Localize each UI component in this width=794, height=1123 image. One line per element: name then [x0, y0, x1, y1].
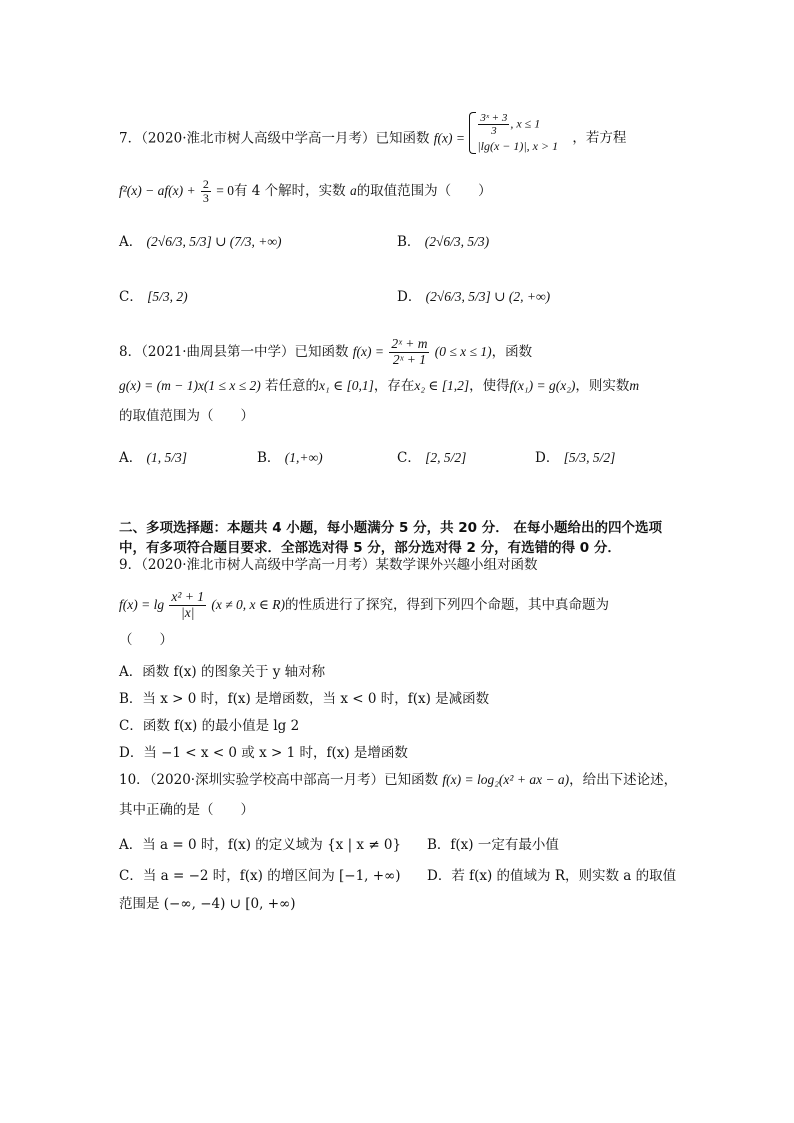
- q10-option-b[interactable]: [427, 833, 559, 853]
- q7-option-a-label: A．: [119, 234, 143, 250]
- q7-piecewise: [469, 112, 558, 154]
- q10-stem-line2: 其中正确的是（ ）: [119, 802, 254, 818]
- q7-option-b-label: B．: [397, 234, 421, 250]
- q8-g: g(x) = (m − 1)x(1 ≤ x ≤ 2): [119, 378, 261, 393]
- q8-line2-c: ，使得: [469, 378, 510, 394]
- q9-blank: （ ）: [119, 632, 173, 648]
- q9-source: （2020·淮北市树人高级中学高一月考）某数学课外兴趣小组对函数: [141, 557, 538, 573]
- q9-number: 9．: [119, 557, 142, 573]
- q7-eq-left: f²(x) − af(x) +: [119, 183, 196, 199]
- q7-stem-line1: [119, 112, 627, 160]
- q10-option-c-label: C．: [119, 868, 143, 884]
- section2-line2: 中，有多项符合题目要求．全部选对得 5 分，部分选对得 2 分，有选错的得 0 分．: [119, 540, 621, 556]
- q7-line2-text: 有 4 个解时，实数: [233, 183, 346, 200]
- q7-piece1-num: 3ˣ + 3: [480, 112, 508, 124]
- q7-tail: ，若方程: [572, 130, 627, 147]
- q9-option-b-label: B．: [119, 691, 143, 707]
- q8-option-c-label: C．: [397, 450, 421, 466]
- q9-option-c[interactable]: [119, 714, 299, 734]
- q9-option-b[interactable]: [119, 687, 489, 707]
- q7-eq-frac-den: 3: [202, 191, 209, 206]
- q7-eq-frac-num: 2: [202, 177, 209, 191]
- q8-option-a-text: (1, 5/3]: [146, 450, 188, 465]
- q10-option-a[interactable]: [119, 833, 401, 853]
- q8-tail: ，函数: [491, 343, 533, 360]
- q8-option-b-label: B．: [257, 450, 281, 466]
- q9-frac-num: x² + 1: [171, 589, 205, 604]
- q10-source: （2020·深圳实验学校高中部高一月考）已知函数: [149, 772, 439, 788]
- q8-frac-num: 2ˣ + m: [391, 336, 428, 351]
- q10-number: 10．: [119, 772, 150, 788]
- q8-option-d-label: D．: [535, 450, 560, 466]
- q7-eq-right: = 0: [216, 183, 234, 199]
- q8-number: 8．: [119, 343, 142, 360]
- q7-option-c-label: C．: [119, 289, 143, 305]
- q8-cond: (0 ≤ x ≤ 1): [434, 343, 492, 359]
- q8-option-c-text: [2, 5/2]: [425, 450, 467, 465]
- q9-option-d-label: D．: [119, 745, 144, 761]
- q9-frac-den: |x|: [181, 604, 195, 620]
- q7-option-b[interactable]: [397, 230, 489, 250]
- q8-option-a-label: A．: [119, 450, 143, 466]
- q9-option-c-label: C．: [119, 718, 143, 734]
- q10-option-b-label: B．: [427, 837, 451, 853]
- q8-var-m: m: [629, 378, 640, 393]
- q7-source: （2020·淮北市树人高级中学高一月考）已知函数: [141, 130, 430, 147]
- q7-option-c-text: [5/3, 2): [147, 289, 188, 304]
- q10-option-b-text: f(x) 一定有最小值: [450, 837, 559, 853]
- q9-option-a[interactable]: [119, 660, 325, 680]
- q10-option-a-text: 当 a = 0 时，f(x) 的定义域为 {x | x ≠ 0}: [142, 837, 402, 853]
- q9-stem-line1: [119, 557, 538, 573]
- q8-frac-den: 2ˣ + 1: [392, 351, 426, 367]
- q8-stem-line2: [119, 378, 639, 394]
- q7-option-d-text: (2√6/3, 5/3] ∪ (2, +∞): [425, 289, 551, 304]
- q7-option-d-label: D．: [397, 289, 422, 305]
- q8-stem-line3: 的取值范围为（ ）: [119, 408, 254, 424]
- q8-fx: f(x) =: [352, 343, 385, 359]
- q10-option-a-label: A．: [119, 837, 143, 853]
- q9-option-d-text: 当 −1 < x < 0 或 x > 1 时，f(x) 是增函数: [143, 745, 408, 761]
- q9-option-b-text: 当 x > 0 时，f(x) 是增函数，当 x < 0 时，f(x) 是减函数: [142, 691, 490, 707]
- q9-option-c-text: 函数 f(x) 的最小值是 lg 2: [142, 718, 300, 734]
- q8-option-b[interactable]: [257, 446, 323, 466]
- q7-piece1-den: 3: [491, 125, 497, 138]
- q8-line2-b: ，存在: [373, 378, 415, 394]
- q8-x2: x₂ ∈ [1,2]: [414, 378, 470, 393]
- q7-line2-end: 的取值范围为（ ）: [356, 183, 492, 200]
- q7-piece2: |lg(x − 1)|, x > 1: [477, 139, 559, 154]
- q8-option-c[interactable]: [397, 446, 466, 466]
- q10-option-c[interactable]: [119, 864, 401, 884]
- q10-option-d-continued: 范围是 (−∞, −4) ∪ [0, +∞): [119, 896, 296, 912]
- q10-option-d-label: D．: [427, 868, 452, 884]
- q10-option-d[interactable]: [427, 864, 676, 884]
- q7-stem-line2: [119, 178, 492, 205]
- q7-fx: f(x) =: [433, 130, 466, 146]
- section2-line1: 二、多项选择题：本题共 4 小题，每小题满分 5 分，共 20 分． 在每小题给出的四个选项: [119, 520, 662, 536]
- q8-source: （2021·曲周县第一中学）已知函数: [141, 343, 349, 360]
- q7-option-c[interactable]: [119, 285, 188, 305]
- q10-option-d-text: 若 f(x) 的值域为 R，则实数 a 的取值: [451, 868, 677, 884]
- q7-option-b-text: (2√6/3, 5/3): [424, 234, 490, 249]
- q10-fx: f(x) = log₂(x² + ax − a): [442, 772, 570, 787]
- q9-stem-line2: [119, 590, 609, 621]
- q9-option-a-text: 函数 f(x) 的图象关于 y 轴对称: [142, 664, 326, 680]
- q7-piece1-cond: , x ≤ 1: [510, 116, 541, 131]
- q7-option-d[interactable]: [397, 285, 550, 305]
- q8-option-d[interactable]: [535, 446, 615, 466]
- q9-fx: f(x) = lg: [119, 596, 165, 612]
- section2-heading: [119, 518, 662, 558]
- q7-option-a-text: (2√6/3, 5/3] ∪ (7/3, +∞): [146, 234, 282, 249]
- q8-line2-a: 若任意的: [265, 378, 320, 394]
- q10-tail: ，给出下述论述，: [569, 772, 678, 788]
- q8-option-d-text: [5/3, 5/2]: [563, 450, 616, 465]
- q8-stem-line1: [119, 337, 532, 368]
- q8-option-b-text: (1,+∞): [284, 450, 323, 465]
- q7-var-a: a: [349, 183, 357, 199]
- q8-option-a[interactable]: [119, 446, 187, 466]
- q9-option-a-label: A．: [119, 664, 143, 680]
- q8-line2-d: ，则实数: [575, 378, 630, 394]
- q10-stem-line1: [119, 772, 677, 788]
- q7-number: 7．: [119, 130, 142, 147]
- q7-option-a[interactable]: [119, 230, 282, 250]
- q9-tail: 的性质进行了探究，得到下列四个命题，其中真命题为: [284, 596, 609, 613]
- q10-option-c-text: 当 a = −2 时，f(x) 的增区间为 [−1, +∞): [142, 868, 401, 884]
- q8-eq: f(x₁) = g(x₂): [509, 378, 576, 393]
- q9-option-d[interactable]: [119, 741, 408, 761]
- q8-x1: x₁ ∈ [0,1]: [319, 378, 374, 393]
- q9-cond: (x ≠ 0, x ∈ R): [211, 596, 285, 612]
